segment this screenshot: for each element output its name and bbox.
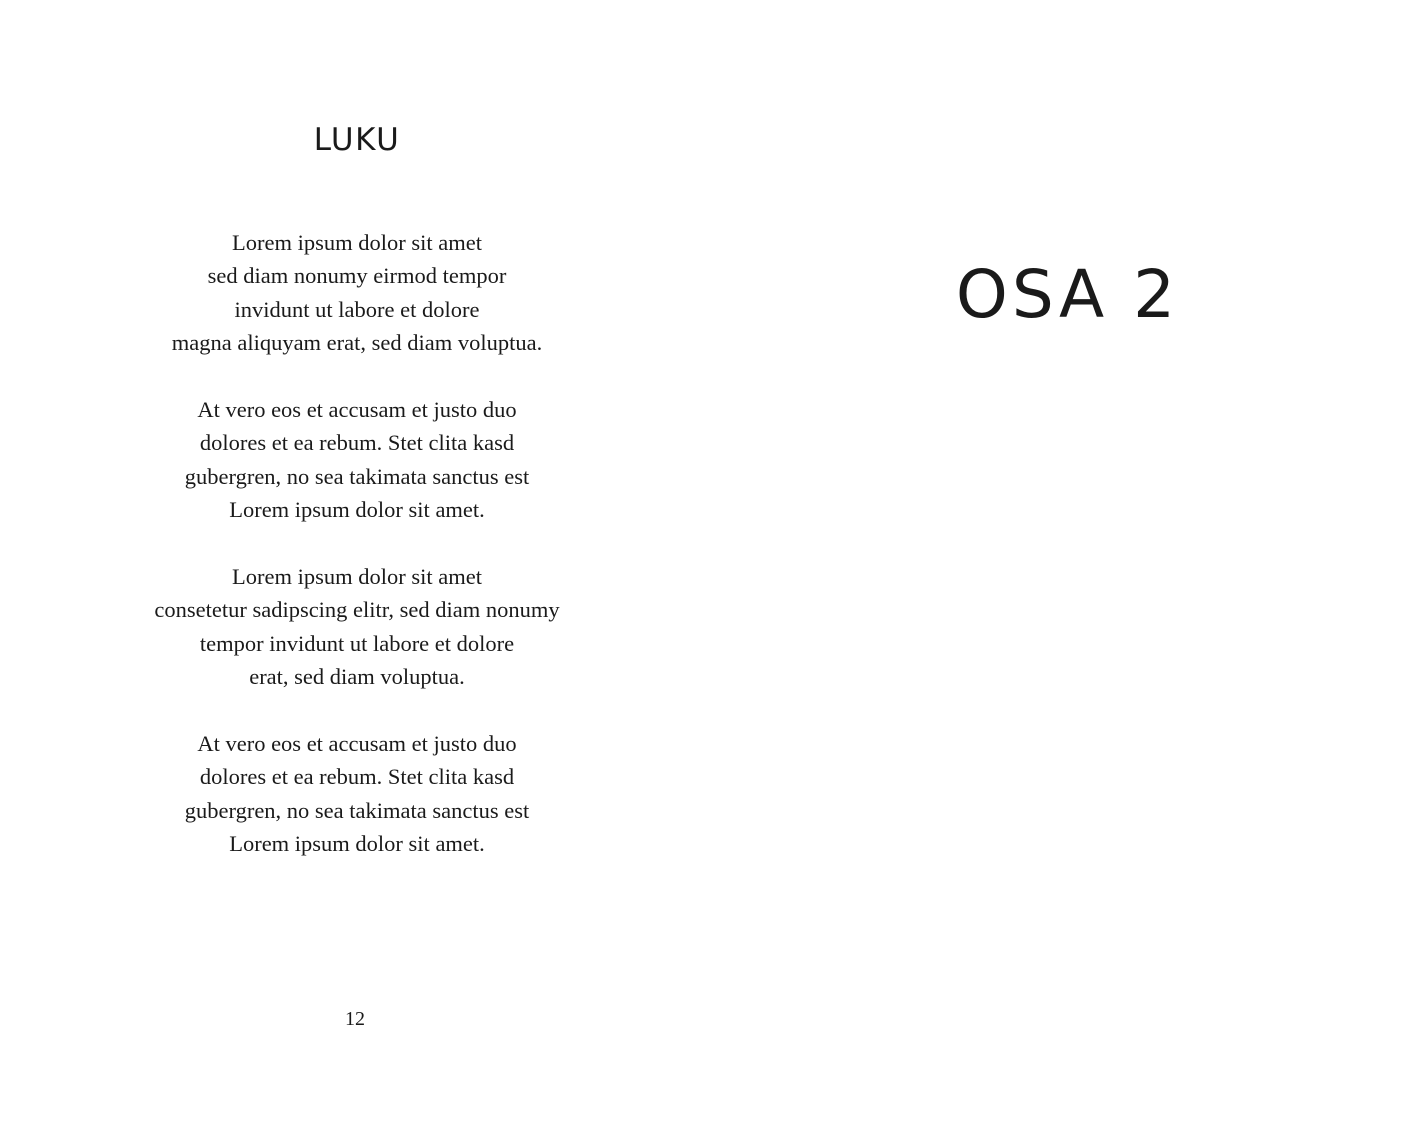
verse-line: Lorem ipsum dolor sit amet	[232, 564, 482, 590]
verse-line: gubergren, no sea takimata sanctus est	[184, 463, 530, 489]
stanza	[0, 727, 714, 861]
stanza	[0, 560, 714, 694]
verse-line: invidunt ut labore et dolore	[234, 296, 480, 322]
verse-line: dolores et ea rebum. Stet clita kasd	[199, 430, 515, 456]
right-page	[714, 0, 1417, 1122]
verse-line: tempor invidunt ut labore et dolore	[199, 630, 515, 656]
verse-line: consetetur sadipscing elitr, sed diam nonumy	[154, 597, 560, 623]
verse-line: erat, sed diam voluptua.	[249, 664, 465, 690]
stanza	[0, 393, 714, 527]
verse-line: dolores et ea rebum. Stet clita kasd	[199, 764, 515, 790]
chapter-heading: LUKU	[313, 122, 401, 158]
verse-line: magna aliquyam erat, sed diam voluptua.	[171, 330, 543, 356]
stanza	[0, 226, 714, 360]
verse-line: sed diam nonumy eirmod tempor	[207, 263, 507, 289]
verse-line: gubergren, no sea takimata sanctus est	[184, 797, 530, 823]
verse-line: At vero eos et accusam et justo duo	[197, 731, 517, 757]
verse-line: At vero eos et accusam et justo duo	[197, 397, 517, 423]
page-number: 12	[345, 1008, 365, 1030]
poem	[0, 226, 714, 894]
verse-line: Lorem ipsum dolor sit amet	[232, 230, 482, 255]
verse-line: Lorem ipsum dolor sit amet.	[229, 831, 485, 857]
verse-line: Lorem ipsum dolor sit amet.	[229, 497, 485, 523]
part-heading: OSA 2	[955, 256, 1180, 333]
